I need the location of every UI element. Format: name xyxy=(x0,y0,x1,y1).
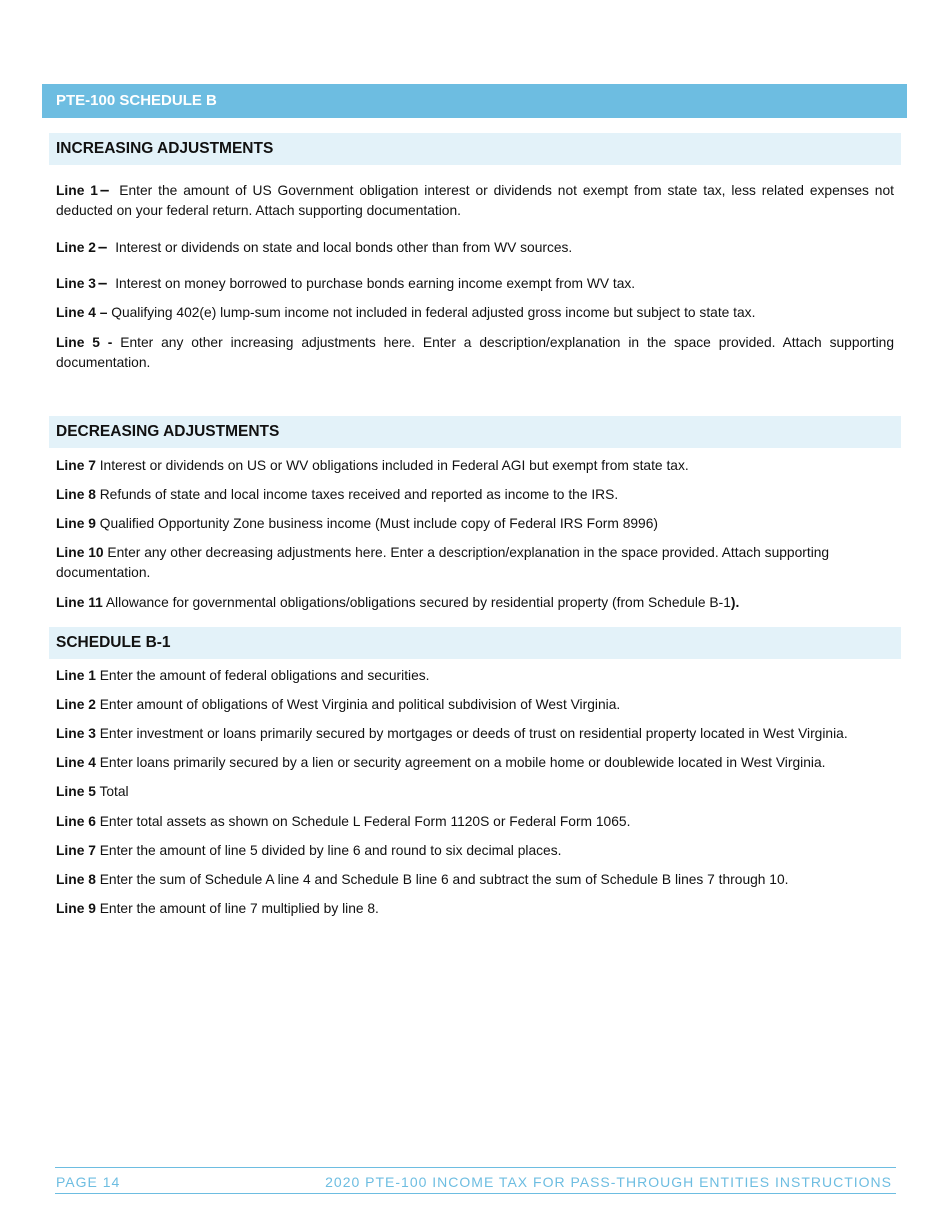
schedule-banner: PTE-100 SCHEDULE B xyxy=(42,84,907,118)
line-dash: – xyxy=(99,180,110,199)
decreasing-adjustments-heading: DECREASING ADJUSTMENTS xyxy=(49,416,901,448)
increasing-line-2 xyxy=(56,237,894,258)
line-text: Enter any other decreasing adjustments here. Enter a description/explanation in the space provided. Attach supporting documentation. xyxy=(56,545,830,580)
line-label: Line 7 xyxy=(56,843,96,858)
line-text: Enter loans primarily secured by a lien or security agreement on a mobile home or doublewide located in West Virginia. xyxy=(99,755,826,770)
increasing-line-1 xyxy=(56,180,894,221)
line-text: Enter investment or loans primarily secured by mortgages or deeds of trust on residential property located in West Virginia. xyxy=(99,726,848,741)
line-text: Enter the amount of line 7 multiplied by line 8. xyxy=(99,901,379,916)
increasing-adjustments-heading: INCREASING ADJUSTMENTS xyxy=(49,133,901,165)
document-title: 2020 PTE-100 INCOME TAX FOR PASS-THROUGH ENTITIES INSTRUCTIONS xyxy=(325,1174,892,1190)
line-label: Line 7 xyxy=(56,458,96,473)
line-text: Enter the amount of federal obligations and securities. xyxy=(99,668,430,683)
line-label: Line 9 xyxy=(56,901,96,916)
line-label: Line 3 xyxy=(56,276,96,291)
page-footer xyxy=(56,1172,892,1192)
line-label: Line 1 xyxy=(56,668,96,683)
line-dash: – xyxy=(97,237,108,256)
line-text: Interest on money borrowed to purchase bonds earning income exempt from WV tax. xyxy=(115,276,636,291)
schedule-b1-line-6 xyxy=(56,812,894,832)
line-label: Line 5 xyxy=(56,784,96,799)
line-text: Enter amount of obligations of West Virginia and political subdivision of West Virginia. xyxy=(99,697,621,712)
line-label: Line 2 xyxy=(56,240,96,255)
schedule-b1-line-4 xyxy=(56,753,894,773)
page-number: PAGE 14 xyxy=(56,1174,121,1190)
line-label: Line 5 - xyxy=(56,335,113,350)
line-label: Line 8 xyxy=(56,487,96,502)
schedule-b1-line-3 xyxy=(56,724,901,744)
line-label: Line 10 xyxy=(56,545,104,560)
line-label: Line 8 xyxy=(56,872,96,887)
schedule-b1-line-9 xyxy=(56,899,894,919)
decreasing-line-10 xyxy=(56,543,894,583)
increasing-line-3 xyxy=(56,273,894,294)
line-tail: ). xyxy=(730,595,740,610)
line-text: Interest or dividends on state and local bonds other than from WV sources. xyxy=(115,240,573,255)
schedule-b1-line-8 xyxy=(56,870,894,890)
line-text: Enter the sum of Schedule A line 4 and Schedule B line 6 and subtract the sum of Schedule B lines 7 through 10. xyxy=(99,872,789,887)
schedule-b1-heading: SCHEDULE B-1 xyxy=(49,627,901,659)
line-text: Refunds of state and local income taxes received and reported as income to the IRS. xyxy=(99,487,619,502)
schedule-b1-line-7 xyxy=(56,841,894,861)
line-label: Line 11 xyxy=(56,595,103,610)
line-text: Enter total assets as shown on Schedule L Federal Form 1120S or Federal Form 1065. xyxy=(99,814,631,829)
schedule-b1-line-1 xyxy=(56,666,894,686)
line-label: Line 9 xyxy=(56,516,96,531)
increasing-line-4 xyxy=(56,303,894,323)
line-text: Enter any other increasing adjustments here. Enter a description/explanation in the space provided. Attach supporting documentation. xyxy=(56,335,895,370)
line-label: Line 4 xyxy=(56,755,96,770)
line-label: Line 3 xyxy=(56,726,96,741)
decreasing-line-11 xyxy=(56,593,894,613)
line-label: Line 4 – xyxy=(56,305,108,320)
line-text: Enter the amount of line 5 divided by line 6 and round to six decimal places. xyxy=(99,843,562,858)
line-label: Line 6 xyxy=(56,814,96,829)
schedule-b1-line-5 xyxy=(56,782,894,802)
line-text: Total xyxy=(99,784,129,799)
decreasing-line-9 xyxy=(56,514,894,534)
line-dash: – xyxy=(97,273,108,292)
schedule-b1-line-2 xyxy=(56,695,894,715)
decreasing-line-7 xyxy=(56,456,894,476)
line-label: Line 1 xyxy=(56,183,98,198)
line-text: Qualified Opportunity Zone business income (Must include copy of Federal IRS Form 8996) xyxy=(99,516,658,531)
line-text: Enter the amount of US Government obligation interest or dividends not exempt from state tax, less related expenses not deducted on your federal return. Attach supporting documentation. xyxy=(56,183,894,218)
footer-rule-bottom xyxy=(55,1193,896,1194)
decreasing-line-8 xyxy=(56,485,894,505)
line-text: Interest or dividends on US or WV obligations included in Federal AGI but exempt from state tax. xyxy=(99,458,689,473)
footer-rule-top xyxy=(55,1167,896,1168)
line-label: Line 2 xyxy=(56,697,96,712)
line-text: Allowance for governmental obligations/obligations secured by residential property (from Schedule B-1 xyxy=(105,595,731,610)
increasing-line-5 xyxy=(56,333,894,373)
line-text: Qualifying 402(e) lump-sum income not included in federal adjusted gross income but subject to state tax. xyxy=(111,305,756,320)
